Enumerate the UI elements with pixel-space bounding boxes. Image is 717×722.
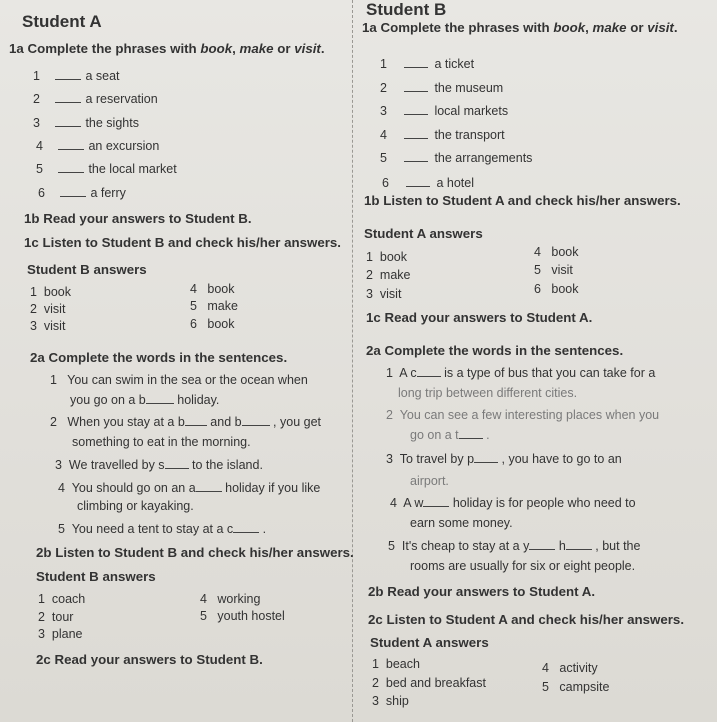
answer-blank[interactable]	[165, 458, 189, 469]
answer-blank[interactable]	[404, 57, 428, 68]
sentence-1-cont: you go on a b holiday.	[70, 393, 220, 407]
ex2a-heading: 2a Complete the words in the sentences.	[366, 343, 624, 358]
ex1a-heading: 1a Complete the phrases with book, make or visit.	[362, 20, 678, 35]
ex2a-heading: 2a Complete the words in the sentences.	[30, 350, 288, 365]
list-item: 3 visit	[30, 319, 66, 333]
list-item: 1 book	[366, 250, 408, 264]
list-item: 1 beach	[372, 657, 420, 671]
answers-title: Student B answers	[36, 569, 156, 584]
list-item: 2 visit	[30, 302, 66, 316]
answers-title: Student A answers	[370, 635, 489, 650]
sentence-3: 3 We travelled by s to the island.	[55, 458, 263, 472]
list-item: 2 the museum	[380, 81, 504, 95]
list-item: 6 a hotel	[382, 176, 474, 190]
list-item: 6 book	[534, 282, 579, 296]
answer-blank[interactable]	[529, 539, 555, 550]
list-item: 3 plane	[38, 627, 83, 641]
list-item: 4 the transport	[380, 128, 505, 142]
answers-title: Student A answers	[364, 226, 483, 241]
sentence-3: 3 To travel by p , you have to go to an	[386, 452, 622, 466]
answer-blank[interactable]	[566, 539, 592, 550]
list-item: 4 book	[190, 282, 235, 296]
list-item: 6 a ferry	[38, 186, 126, 200]
answer-blank[interactable]	[406, 176, 430, 187]
sentence-4-cont: climbing or kayaking.	[77, 499, 194, 513]
list-item: 2 make	[366, 268, 411, 282]
sentence-5: 5 You need a tent to stay at a c .	[58, 522, 267, 536]
answer-blank[interactable]	[404, 128, 428, 139]
list-item: 4 activity	[542, 661, 598, 675]
sentence-4-cont: earn some money.	[410, 516, 513, 530]
sentence-5-cont: rooms are usually for six or eight people.	[410, 559, 636, 573]
list-item: 5 the local market	[36, 162, 177, 176]
list-item: 1 coach	[38, 592, 86, 606]
column-divider	[352, 0, 353, 722]
sentence-4: 4 A w holiday is for people who need to	[390, 496, 636, 510]
list-item: 4 working	[200, 592, 261, 606]
list-item: 5 make	[190, 299, 238, 313]
sentence-2-cont: something to eat in the morning.	[72, 435, 251, 449]
answer-blank[interactable]	[242, 415, 270, 426]
ex2c-heading: 2c Read your answers to Student B.	[36, 652, 263, 667]
list-item: 2 tour	[38, 610, 74, 624]
list-item: 5 visit	[534, 263, 573, 277]
list-item: 4 book	[534, 245, 579, 259]
sentence-5: 5 It's cheap to stay at a y h , but the	[388, 539, 641, 553]
sentence-2-cont: go on a t .	[410, 428, 490, 442]
list-item: 3 ship	[372, 694, 409, 708]
answer-blank[interactable]	[417, 366, 441, 377]
list-item: 4 an excursion	[36, 139, 160, 153]
answer-blank[interactable]	[58, 162, 84, 173]
sentence-2: 2 You can see a few interesting places when you	[386, 408, 660, 422]
list-item: 3 the sights	[33, 116, 139, 130]
answer-blank[interactable]	[55, 92, 81, 103]
list-item: 3 local markets	[380, 104, 509, 118]
ex2c-heading: 2c Listen to Student A and check his/her answers.	[368, 612, 685, 627]
list-item: 3 visit	[366, 287, 402, 301]
list-item: 5 the arrangements	[380, 151, 533, 165]
sentence-1: 1 You can swim in the sea or the ocean when	[50, 373, 308, 387]
list-item: 1 a seat	[33, 69, 120, 83]
list-item: 2 a reservation	[33, 92, 158, 106]
answer-blank[interactable]	[55, 69, 81, 80]
ex1a-heading: 1a Complete the phrases with book, make or visit.	[9, 41, 325, 56]
answer-blank[interactable]	[196, 481, 222, 492]
student-b-title: Student B	[366, 0, 447, 19]
answer-blank[interactable]	[474, 452, 498, 463]
ex1b-heading: 1b Listen to Student A and check his/her answers.	[364, 193, 681, 208]
answer-blank[interactable]	[146, 393, 174, 404]
list-item: 6 book	[190, 317, 235, 331]
list-item: 1 a ticket	[380, 57, 475, 71]
ex1c-heading: 1c Listen to Student B and check his/her answers.	[24, 235, 341, 250]
sentence-3-cont: airport.	[410, 474, 449, 488]
answer-blank[interactable]	[459, 428, 483, 439]
answer-blank[interactable]	[404, 151, 428, 162]
ex2b-heading: 2b Listen to Student B and check his/her answers.	[36, 545, 354, 560]
answer-blank[interactable]	[423, 496, 449, 507]
sentence-2: 2 When you stay at a b and b , you get	[50, 415, 322, 429]
sentence-1-cont: long trip between different cities.	[398, 386, 578, 400]
list-item: 1 book	[30, 285, 72, 299]
answer-blank[interactable]	[58, 139, 84, 150]
answer-blank[interactable]	[55, 116, 81, 127]
list-item: 5 campsite	[542, 680, 610, 694]
ex1c-heading: 1c Read your answers to Student A.	[366, 310, 593, 325]
answer-blank[interactable]	[60, 186, 86, 197]
ex1b-heading: 1b Read your answers to Student B.	[24, 211, 252, 226]
answers-title: Student B answers	[27, 262, 147, 277]
ex2b-heading: 2b Read your answers to Student A.	[368, 584, 596, 599]
list-item: 2 bed and breakfast	[372, 676, 486, 690]
answer-blank[interactable]	[404, 81, 428, 92]
answer-blank[interactable]	[185, 415, 207, 426]
list-item: 5 youth hostel	[200, 609, 285, 623]
student-a-title: Student A	[22, 12, 102, 31]
answer-blank[interactable]	[233, 522, 259, 533]
sentence-4: 4 You should go on an a holiday if you like	[58, 481, 321, 495]
sentence-1: 1 A c is a type of bus that you can take for a	[386, 366, 656, 380]
answer-blank[interactable]	[404, 104, 428, 115]
